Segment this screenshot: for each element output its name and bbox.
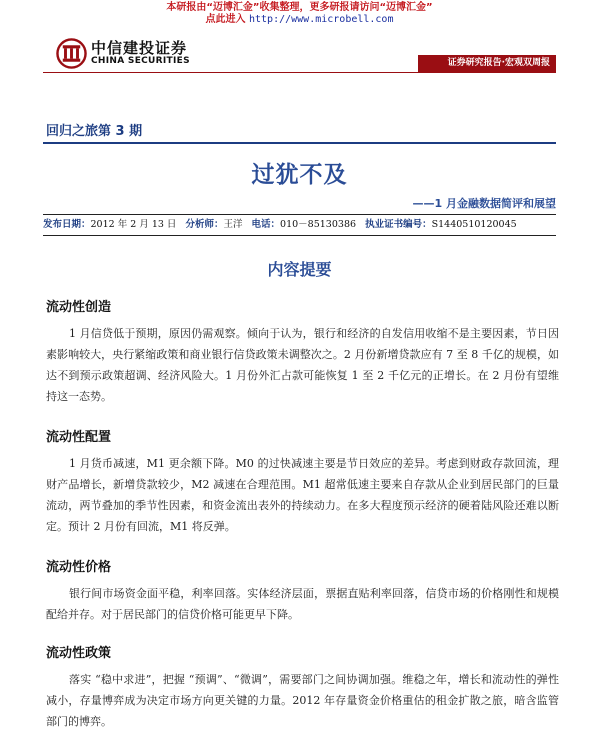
date-label: 发布日期： bbox=[43, 219, 91, 230]
notice-link-prefix[interactable]: 点此进入 bbox=[205, 14, 246, 25]
analyst-label: 分析师： bbox=[185, 219, 224, 230]
phone-value: 010－85130386 bbox=[280, 219, 357, 230]
section-body: 1 月货币减速，M1 更余额下降。M0 的过快减速主要是节日效应的差异。考虑到财政存款回流，理财产品增长，新增贷款较少，M2 减速在合理范围。M1 超常低速主要来自存款从企业到居民部门的巨量流动，两节叠加的季节性因素，和资金流出表外的持续动力。在多大程度预示经济的硬着陆风险还难以断定。预计 2 月份有回流，M1 将反弹。 bbox=[46, 457, 559, 533]
report-type-tag: 证券研究报告·宏观双周报 bbox=[418, 55, 556, 72]
section-heading: 流动性政策 bbox=[46, 646, 112, 661]
section-heading: 流动性创造 bbox=[46, 300, 112, 315]
notice-line-2 bbox=[0, 14, 599, 26]
section-liquidity-price bbox=[46, 556, 559, 625]
meta-divider-bottom bbox=[43, 235, 556, 236]
section-body: 1 月信贷低于预期，原因仍需观察。倾向于认为，银行和经济的自发信用收缩不是主要因素，节日因素影响较大，央行紧缩政策和商业银行信贷政策未调整次之。2 月份新增贷款应有 7 至 8 千亿的规模，如达不到预示政策超调、经济风险大。1 月份外汇占款可能恢复 1 至 2 千亿元的正增长。在 2 月份有望维持这一态势。 bbox=[46, 327, 559, 403]
section-liquidity-policy bbox=[46, 642, 559, 732]
phone-label: 电话： bbox=[251, 219, 281, 230]
brand-name-en: CHINA SECURITIES bbox=[91, 56, 190, 66]
date-value: 2012 年 2 月 13 日 bbox=[90, 219, 177, 230]
report-series: 回归之旅第 3 期 bbox=[46, 124, 143, 139]
section-body: 落实 “稳中求进”，把握 “预调”、“微调”，需要部门之间协调加强。维稳之年，增长和流动性的弹性减小，存量博弈成为决定市场方向更关键的力量。2012 年存量资金价格重估的租金扩散之旅，暗含监管部门的博弈。 bbox=[46, 673, 559, 728]
notice-link-url[interactable]: http://www.microbell.com bbox=[248, 14, 394, 25]
section-heading: 流动性价格 bbox=[46, 560, 112, 575]
header-divider bbox=[43, 72, 556, 73]
cert-label: 执业证书编号： bbox=[365, 219, 432, 230]
series-divider bbox=[43, 142, 556, 144]
cert-value: S1440510120045 bbox=[431, 219, 517, 230]
brand-name-cn: 中信建投证券 bbox=[91, 39, 188, 57]
meta-divider-top bbox=[43, 214, 556, 215]
report-meta bbox=[43, 217, 556, 233]
section-liquidity-creation bbox=[46, 296, 559, 407]
summary-title: 内容提要 bbox=[267, 260, 332, 279]
report-title: 过犹不及 bbox=[251, 162, 348, 188]
section-body: 银行间市场资金面平稳，利率回落。实体经济层面，票据直贴利率回落，信贷市场的价格刚性和规模配给并存。对于居民部门的信贷价格可能更早下降。 bbox=[46, 587, 559, 621]
china-securities-logo bbox=[56, 38, 190, 69]
notice-line-1: 本研报由“迈博汇金”收集整理，更多研报请访问“迈博汇金” bbox=[166, 2, 433, 13]
report-subtitle: ——1 月金融数据简评和展望 bbox=[412, 197, 556, 210]
section-liquidity-allocation bbox=[46, 426, 559, 537]
china-securities-emblem-icon bbox=[56, 38, 87, 69]
section-heading: 流动性配置 bbox=[46, 430, 112, 445]
analyst-value: 王洋 bbox=[223, 219, 243, 230]
